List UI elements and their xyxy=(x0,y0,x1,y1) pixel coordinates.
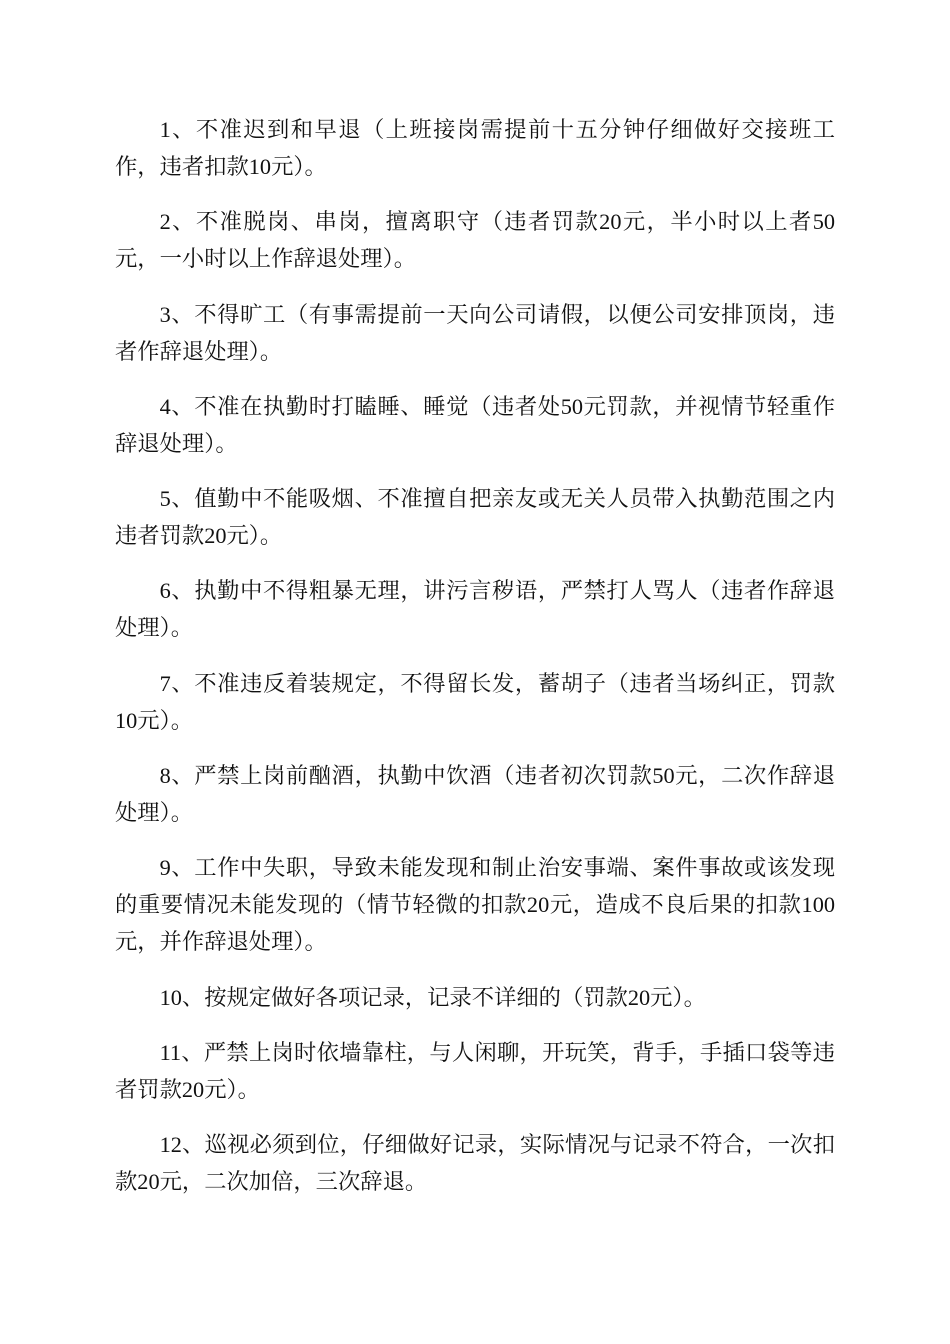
rule-5 xyxy=(115,480,835,554)
rule-6-line-2: 处理）。 xyxy=(115,615,194,641)
rule-11-line-1: 11、严禁上岗时依墙靠柱，与人闲聊，开玩笑，背手，手插口袋等违 xyxy=(159,1039,835,1065)
rule-9-line-3: 元，并作辞退处理）。 xyxy=(115,929,327,955)
rule-11 xyxy=(115,1034,835,1108)
rule-4-line-1: 4、不准在执勤时打瞌睡、睡觉（违者处50元罚款，并视情节轻重作 xyxy=(159,393,835,419)
rule-5-line-2: 违者罚款20元）。 xyxy=(115,523,283,549)
rule-3-line-1: 3、不得旷工（有事需提前一天向公司请假，以便公司安排顶岗，违 xyxy=(159,301,835,327)
rule-7-line-2: 10元）。 xyxy=(115,707,194,733)
rule-9-line-1: 9、工作中失职，导致未能发现和制止治安事端、案件事故或该发现 xyxy=(159,855,835,881)
rule-12-line-1: 12、巡视必须到位，仔细做好记录，实际情况与记录不符合，一次扣 xyxy=(159,1132,835,1158)
rule-8-line-2: 处理）。 xyxy=(115,800,194,826)
rule-10-line-1: 10、按规定做好各项记录，记录不详细的（罚款20元）。 xyxy=(159,984,706,1010)
rule-8 xyxy=(115,757,835,831)
rule-1 xyxy=(115,111,835,185)
rule-2-line-2: 元，一小时以上作辞退处理）。 xyxy=(115,246,417,272)
rule-4-line-2: 辞退处理）。 xyxy=(115,430,238,456)
rule-10 xyxy=(115,979,835,1016)
rule-3 xyxy=(115,296,835,370)
rule-7 xyxy=(115,665,835,739)
rule-9 xyxy=(115,849,835,960)
rule-12 xyxy=(115,1126,835,1200)
rule-2-line-1: 2、不准脱岗、串岗，擅离职守（违者罚款20元，半小时以上者50 xyxy=(159,209,835,235)
rule-8-line-1: 8、严禁上岗前酗酒，执勤中饮酒（违者初次罚款50元，二次作辞退 xyxy=(159,763,835,789)
rule-9-line-2: 的重要情况未能发现的（情节轻微的扣款20元，造成不良后果的扣款100 xyxy=(115,892,835,918)
rule-1-line-1: 1、不准迟到和早退（上班接岗需提前十五分钟仔细做好交接班工 xyxy=(159,117,835,142)
rule-11-line-2: 者罚款20元）。 xyxy=(115,1076,260,1102)
rule-6-line-1: 6、执勤中不得粗暴无理，讲污言秽语，严禁打人骂人（违者作辞退 xyxy=(159,578,835,604)
rule-1-line-2: 作，违者扣款10元）。 xyxy=(115,154,327,179)
rule-4 xyxy=(115,388,835,462)
rule-6 xyxy=(115,572,835,646)
rule-2 xyxy=(115,203,835,277)
rule-7-line-1: 7、不准违反着装规定，不得留长发，蓄胡子（违者当场纠正，罚款 xyxy=(159,670,835,696)
rule-5-line-1: 5、值勤中不能吸烟、不准擅自把亲友或无关人员带入执勤范围之内 xyxy=(159,486,835,512)
rule-12-line-2: 款20元，二次加倍，三次辞退。 xyxy=(115,1169,428,1195)
rule-3-line-2: 者作辞退处理）。 xyxy=(115,338,283,364)
